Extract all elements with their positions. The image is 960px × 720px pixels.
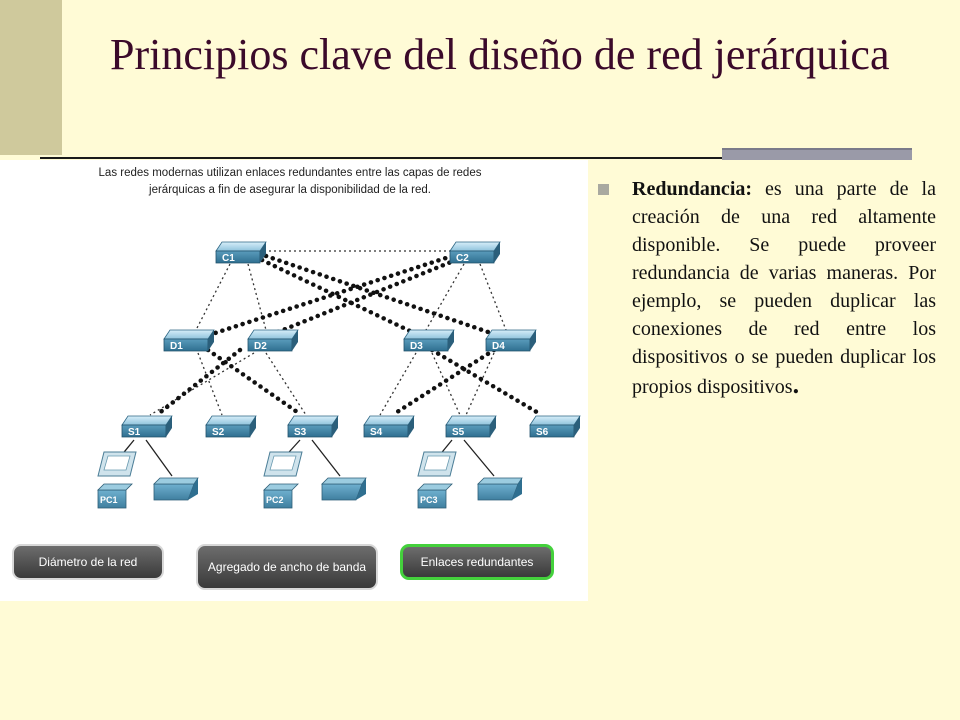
switch-s1 [122, 416, 172, 438]
switch-s4-label: S4 [370, 427, 383, 438]
pc-1-label: PC1 [100, 495, 118, 505]
link-d2-s3 [266, 353, 306, 415]
link-s3-printer2 [312, 440, 340, 476]
bullet-description: es una parte de la creación de una red altamente disponible. Se puede proveer redundancia de varias maneras. Por ejemplo, se pueden duplicar las conexiones de red entre los dispositivos o se pueden duplicar los propios dispositivos [632, 178, 936, 398]
pc-3 [418, 452, 456, 508]
link-d3-s5 [432, 353, 460, 415]
switch-d3-label: D3 [410, 341, 423, 352]
network-diagram [0, 160, 588, 601]
pc-2 [264, 452, 302, 508]
printer-2-icon [322, 478, 366, 500]
redundant-link-c2-d1 [212, 256, 452, 334]
bandwidth-aggregation-button[interactable]: Agregado de ancho de banda [196, 544, 378, 590]
switch-c1-label: C1 [222, 253, 235, 264]
switch-c2-label: C2 [456, 253, 469, 264]
redundant-link-d3-s6 [432, 350, 540, 414]
redundant-link-d2-s1 [158, 350, 240, 414]
switch-s3 [288, 416, 338, 438]
slide-title: Principios clave del diseño de red jerárquica [110, 30, 890, 79]
switch-s2-label: S2 [212, 427, 225, 438]
printer-1-icon [154, 478, 198, 500]
link-s1-printer1 [146, 440, 172, 476]
link-c1-d1 [196, 264, 230, 330]
switch-c2 [450, 242, 500, 264]
redundant-link-d1-s3 [208, 350, 300, 414]
switch-s5-label: S5 [452, 427, 465, 438]
switch-d1 [164, 330, 214, 352]
redundant-link-c1-d3 [262, 260, 412, 332]
figure-caption-line-2: jerárquicas a fin de asegurar la disponibilidad de la red. [149, 184, 431, 196]
link-c2-d4 [480, 264, 506, 330]
redundant-link-d4-s4 [394, 350, 494, 414]
switch-d1-label: D1 [170, 341, 183, 352]
switch-s2 [206, 416, 256, 438]
decorative-side-bar [0, 0, 62, 155]
redundant-link-c1-d4 [266, 256, 494, 334]
switch-d4 [486, 330, 536, 352]
switch-s3-label: S3 [294, 427, 307, 438]
figure-caption-line-1: Las redes modernas utilizan enlaces redundantes entre las capas de redes [98, 167, 482, 179]
network-diameter-button[interactable]: Diámetro de la red [12, 544, 164, 580]
switch-s5 [446, 416, 496, 438]
bullet-term: Redundancia: [632, 178, 753, 200]
pc-3-label: PC3 [420, 495, 438, 505]
redundant-links-button[interactable]: Enlaces redundantes [400, 544, 554, 580]
switch-s1-label: S1 [128, 427, 141, 438]
link-c2-d3 [426, 264, 464, 330]
switch-c1 [216, 242, 266, 264]
switch-d3 [404, 330, 454, 352]
switch-s6-label: S6 [536, 427, 549, 438]
redundant-links [158, 256, 540, 414]
title-accent-bar [722, 148, 912, 160]
bullet-item-redundancy [632, 175, 936, 401]
printer-3-icon [478, 478, 522, 500]
link-d4-s5 [466, 353, 494, 415]
switch-d2-label: D2 [254, 341, 267, 352]
bullet-list [598, 175, 936, 401]
switch-s4 [364, 416, 414, 438]
link-s5-printer3 [464, 440, 494, 476]
switch-d4-label: D4 [492, 341, 505, 352]
bullet-square-icon [598, 184, 609, 195]
network-figure [0, 160, 588, 601]
pc-1 [98, 452, 136, 508]
pc-2-label: PC2 [266, 495, 284, 505]
switch-d2 [248, 330, 298, 352]
switch-s6 [530, 416, 580, 438]
bullet-end-period: . [792, 370, 800, 399]
